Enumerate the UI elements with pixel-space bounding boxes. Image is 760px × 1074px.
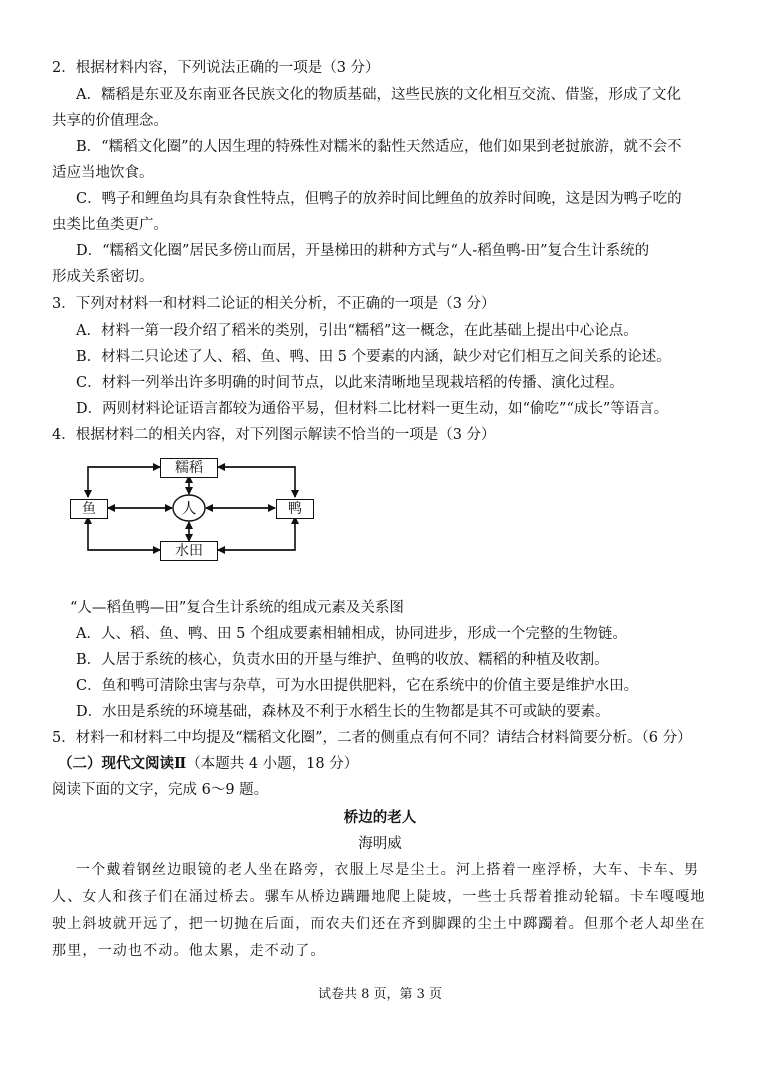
- story-title: 桥边的老人: [343, 809, 417, 826]
- story-author: 海明威: [358, 836, 402, 852]
- arrow-bottom-to-right: [218, 517, 295, 550]
- q5-stem: 5．材料一和材料二中均提及“糯稻文化圈”，二者的侧重点有何不同？请结合材料简要分析。（6 分）: [52, 730, 692, 746]
- q2-stem: 2．根据材料内容，下列说法正确的一项是（3 分）: [52, 60, 380, 76]
- q2-option-a-line2: 共享的价值理念。: [52, 113, 168, 129]
- section-instruction: 阅读下面的文字，完成 6～9 题。: [52, 782, 269, 798]
- arrow-left-to-top: [88, 467, 160, 497]
- section-title: （二）现代文阅读Ⅱ: [58, 755, 187, 772]
- diagram-caption: “人—稻鱼鸭—田”复合生计系统的组成元素及关系图: [70, 600, 404, 616]
- q2-option-b-line1: B．“糯稻文化圈”的人因生理的特殊性对糯米的黏性天然适应，他们如果到老挝旅游，就不会不: [76, 139, 682, 155]
- q2-option-d-line2: 形成关系密切。: [52, 269, 154, 285]
- story-paragraph-line4: 那里，一动也不动。他太累，走不动了。: [52, 943, 326, 959]
- node-paddy-field: 水田: [160, 541, 218, 561]
- arrow-top-to-left: [88, 467, 160, 497]
- q4-option-a: A．人、稻、鱼、鸭、田 5 个组成要素相辅相成，协同进步，形成一个完整的生物链。: [76, 626, 627, 642]
- q2-option-b-line2: 适应当地饮食。: [52, 165, 154, 181]
- q4-option-b: B．人居于系统的核心，负责水田的开垦与维护、鱼鸭的收放、糯稻的种植及收割。: [76, 652, 609, 668]
- section-note: （本题共 4 小题，18 分）: [186, 756, 359, 772]
- q3-option-a: A．材料一第一段介绍了稻米的类别，引出“糯稻”这一概念，在此基础上提出中心论点。: [76, 323, 638, 339]
- q2-option-c-line2: 虫类比鱼类更广。: [52, 217, 168, 233]
- story-paragraph-line1: 一个戴着钢丝边眼镜的老人坐在路旁，衣服上尽是尘土。河上搭着一座浮桥，大车、卡车、男: [76, 862, 700, 878]
- q3-stem: 3．下列对材料一和材料二论证的相关分析，不正确的一项是（3 分）: [52, 296, 496, 312]
- story-paragraph-line3: 驶上斜坡就开远了，把一切抛在后面，而农夫们还在齐到脚踝的尘土中踯躅着。但那个老人却坐在: [52, 916, 706, 932]
- arrow-bottom-to-left: [88, 517, 160, 550]
- q4-option-d: D．水田是系统的环境基础，森林及不利于水稻生长的生物都是其不可或缺的要素。: [76, 704, 610, 720]
- arrow-right-to-top: [218, 467, 295, 497]
- q3-option-d: D．两则材料论证语言都较为通俗平易，但材料二比材料一更生动，如“偷吃”“成长”等语言。: [76, 401, 669, 417]
- node-glutinous-rice: 糯稻: [160, 458, 218, 478]
- arrow-left-to-bottom: [88, 517, 160, 550]
- story-paragraph-line2: 人、女人和孩子们在涌过桥去。骡车从桥边蹒跚地爬上陡坡，一些士兵帮着推动轮辐。卡车嘎嘎地: [52, 889, 706, 905]
- node-person: 人: [181, 499, 197, 517]
- arrow-right-to-bottom: [218, 517, 295, 550]
- q4-option-c: C．鱼和鸭可清除虫害与杂草，可为水田提供肥料，它在系统中的价值主要是维护水田。: [76, 678, 639, 694]
- q3-option-b: B．材料二只论述了人、稻、鱼、鸭、田 5 个要素的内涵，缺少对它们相互之间关系的论述。: [76, 349, 671, 365]
- arrow-top-to-right: [218, 467, 295, 497]
- page-footer: 试卷共 8 页，第 3 页: [317, 987, 443, 1002]
- q3-option-c: C．材料一列举出许多明确的时间节点，以此来清晰地呈现栽培稻的传播、演化过程。: [76, 375, 624, 391]
- q4-stem: 4．根据材料二的相关内容，对下列图示解读不恰当的一项是（3 分）: [52, 427, 496, 443]
- node-duck: 鸭: [276, 499, 314, 519]
- section-heading: [58, 754, 358, 774]
- q2-option-c-line1: C．鸭子和鲤鱼均具有杂食性特点，但鸭子的放养时间比鲤鱼的放养时间晚，这是因为鸭子吃的: [76, 191, 682, 207]
- q2-option-d-line1: D．“糯稻文化圈”居民多傍山而居，开垦梯田的耕种方式与“人-稻鱼鸭-田”复合生计系统的: [76, 243, 650, 259]
- q2-option-a-line1: A．糯稻是东亚及东南亚各民族文化的物质基础，这些民族的文化相互交流、借鉴，形成了文化: [76, 87, 681, 103]
- node-fish: 鱼: [70, 499, 108, 519]
